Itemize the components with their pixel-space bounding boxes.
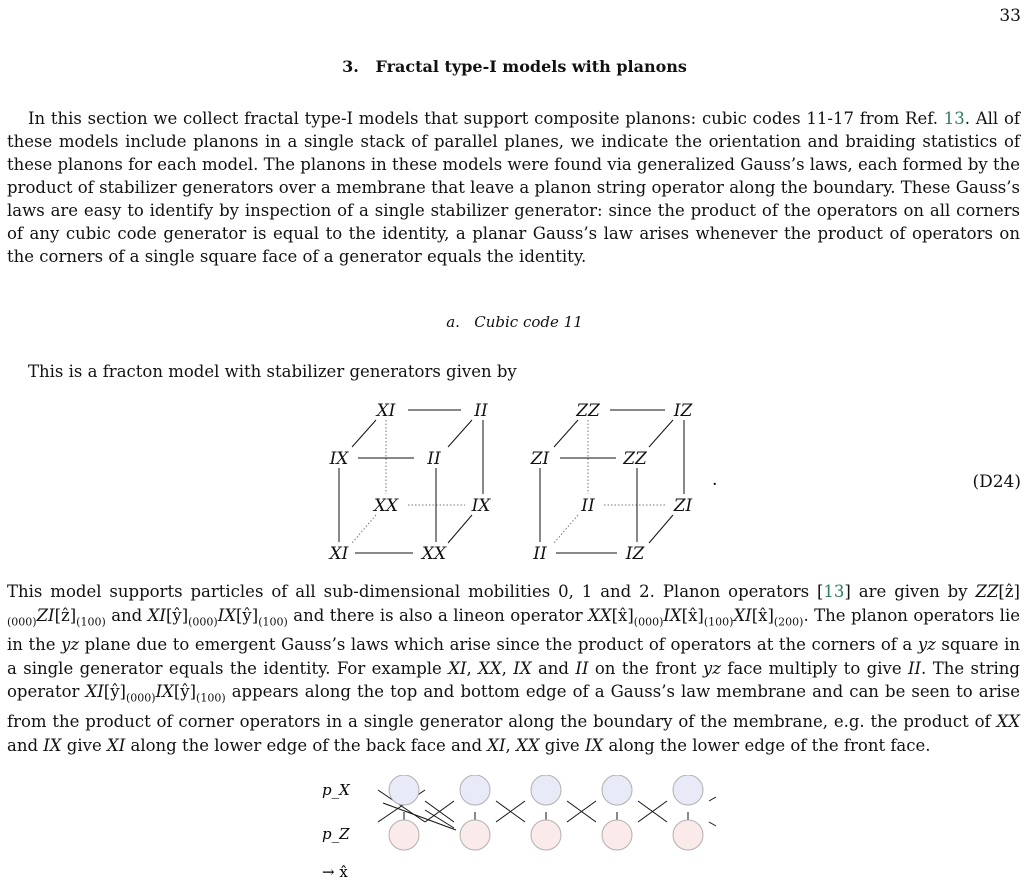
- cube2-back-bottom-left: II: [581, 496, 595, 516]
- cube1-back-top-right: II: [474, 401, 488, 421]
- cube2-back-top-right: IZ: [673, 401, 693, 421]
- cube2-back-bottom-right: ZI: [673, 496, 693, 516]
- math-operator: XI: [487, 735, 506, 755]
- body-text: face multiply to give: [720, 658, 908, 678]
- lattice-top-row: [389, 775, 703, 805]
- cube1-back-bottom-left: XX: [373, 496, 399, 516]
- math-direction: [x̂]: [611, 605, 634, 625]
- equation-number: (D24): [972, 472, 1021, 492]
- math-direction: [ŷ]: [103, 682, 126, 702]
- body-paragraph: [7, 580, 1020, 757]
- subsection-label: a.: [446, 313, 460, 331]
- math-subscript: (000): [7, 614, 37, 628]
- planon-z-node: [531, 820, 561, 850]
- math-subscript: (100): [196, 691, 226, 705]
- section-heading: [0, 57, 1029, 76]
- cube2-front-bottom-left: II: [533, 544, 547, 564]
- math-subscript: (100): [258, 614, 288, 628]
- math-operator: XX: [478, 658, 502, 678]
- body-text: give: [539, 735, 585, 755]
- body-text: . The string operator: [7, 658, 1020, 702]
- cube-1: [328, 401, 492, 564]
- math-operator: IX: [663, 605, 682, 625]
- planon-z-node: [460, 820, 490, 850]
- body-text: ,: [505, 735, 517, 755]
- cube2-front-top-right: ZZ: [623, 449, 647, 469]
- math-operator: IX: [584, 735, 604, 755]
- page-number: 33: [999, 6, 1021, 26]
- math-operator: ZI: [36, 605, 55, 625]
- math-direction: [ŷ]: [165, 605, 189, 625]
- math-operator: IX: [513, 658, 532, 678]
- math-subscript: (100): [703, 614, 734, 628]
- math-operator: XX: [996, 712, 1020, 732]
- subsection-title: Cubic code 11: [474, 313, 583, 331]
- cube2-front-top-left: ZI: [530, 449, 550, 469]
- section-title: Fractal type-I models with planons: [375, 57, 687, 76]
- body-text: and: [105, 605, 148, 625]
- body-text: and: [531, 658, 576, 678]
- math-operator: XX: [516, 735, 540, 755]
- math-subscript: (000): [125, 691, 156, 705]
- cube1-front-bottom-left: XI: [329, 544, 349, 564]
- planon-z-node: [673, 820, 703, 850]
- stabilizer-cubes-diagram: [0, 392, 1029, 572]
- math-operator: IX: [217, 605, 236, 625]
- math-direction: [ẑ]: [998, 582, 1020, 601]
- lattice-bottom-row: [389, 820, 703, 850]
- intro-text-1: In this section we collect fractal type-I models that support composite planons: cubic codes 11-17 from Ref.: [28, 109, 944, 128]
- math-operator: XX: [588, 605, 612, 625]
- body-text: and: [7, 735, 44, 755]
- math-subscript: (000): [633, 614, 664, 628]
- math-operator: XI: [106, 735, 126, 755]
- math-operator: II: [575, 658, 589, 678]
- math-operator: IX: [43, 735, 62, 755]
- math-direction: [x̂]: [751, 605, 774, 625]
- math-operator: XI: [733, 605, 752, 625]
- planon-x-node: [460, 775, 490, 805]
- body-text: . The planon operators lie in the: [7, 605, 1020, 655]
- cube1-front-top-left: IX: [329, 449, 349, 469]
- body-text: plane due to emergent Gauss’s laws which arise since the product of operators at the corners of a: [79, 635, 918, 655]
- planon-x-node: [673, 775, 703, 805]
- body-text: ,: [466, 658, 479, 678]
- planon-x-node: [602, 775, 632, 805]
- row-label-pz: p_Z: [322, 825, 350, 843]
- body-text: along the lower edge of the back face and: [125, 735, 488, 755]
- body-text: on the front: [588, 658, 703, 678]
- planon-z-node: [389, 820, 419, 850]
- body-text: ,: [501, 658, 514, 678]
- math-operator: XI: [448, 658, 467, 678]
- math-subscript: (000): [188, 614, 218, 628]
- cube1-back-top-left: XI: [376, 401, 396, 421]
- cube2-front-bottom-right: IZ: [625, 544, 645, 564]
- axis-label-x: → x̂: [322, 863, 348, 881]
- math-operator: IX: [155, 682, 174, 702]
- math-plane: yz: [61, 635, 80, 655]
- citation-link[interactable]: 13: [943, 109, 965, 128]
- intro-paragraph: [7, 107, 1020, 268]
- math-direction: [ŷ]: [173, 682, 197, 702]
- body-text: This model supports particles of all sub-dimensional mobilities 0, 1 and 2. Planon operators [: [7, 582, 824, 601]
- planon-lattice-diagram: [0, 775, 1029, 890]
- body-text: ] are given by: [844, 582, 976, 601]
- section-number: 3.: [342, 57, 359, 76]
- cube1-front-bottom-right: XX: [421, 544, 447, 564]
- math-subscript: (100): [76, 614, 106, 628]
- math-operator: XI: [85, 682, 104, 702]
- planon-z-node: [602, 820, 632, 850]
- citation-link[interactable]: 13: [823, 582, 845, 601]
- row-label-px: p_X: [322, 781, 350, 799]
- cube2-back-top-left: ZZ: [576, 401, 600, 421]
- lead-text: This is a fracton model with stabilizer generators given by: [28, 362, 517, 381]
- body-text: appears along the top and bottom edge of a Gauss’s law membrane and can be seen to arise from the product of corner operators in a single generator along the boundary of the membrane, e.g. the product of: [7, 682, 1020, 732]
- body-text: and there is also a lineon operator: [287, 605, 589, 625]
- planon-x-node: [389, 775, 419, 805]
- math-direction: [ŷ]: [236, 605, 259, 625]
- body-text: square in a single generator equals the identity. For example: [7, 635, 1020, 678]
- body-text: along the lower edge of the front face.: [603, 735, 931, 755]
- body-text: give: [61, 735, 107, 755]
- subsection-heading: [0, 313, 1029, 331]
- intro-text-2: . All of these models include planons in a single stack of parallel planes, we indicate the orientation and braiding statistics of these planons for each model. The planons in these models were found via generalized Gauss’s laws, each formed by the product of stabilizer generators over a membrane that leave a planon string operator along the boundary. These Gauss’s laws are easy to identify by inspection of a single stabilizer generator: since the product of the operators on all corners of any cubic code generator is equal to the identity, a planar Gauss’s law arises whenever the product of operators on the corners of a single square face of a generator equals the identity.: [7, 109, 1020, 266]
- math-subscript: (200): [773, 614, 804, 628]
- math-direction: [x̂]: [681, 605, 704, 625]
- equation-period: .: [712, 470, 718, 490]
- cube1-back-bottom-right: IX: [471, 496, 491, 516]
- lead-paragraph: [7, 360, 1020, 383]
- math-direction: [ẑ]: [54, 605, 77, 625]
- cube-2: [530, 401, 694, 564]
- planon-x-node: [531, 775, 561, 805]
- math-operator: ZZ: [975, 582, 999, 601]
- math-operator: XI: [147, 605, 166, 625]
- math-plane: yz: [702, 658, 721, 678]
- math-operator: II: [908, 658, 922, 678]
- cube1-front-top-right: II: [427, 449, 441, 469]
- math-plane: yz: [917, 635, 936, 655]
